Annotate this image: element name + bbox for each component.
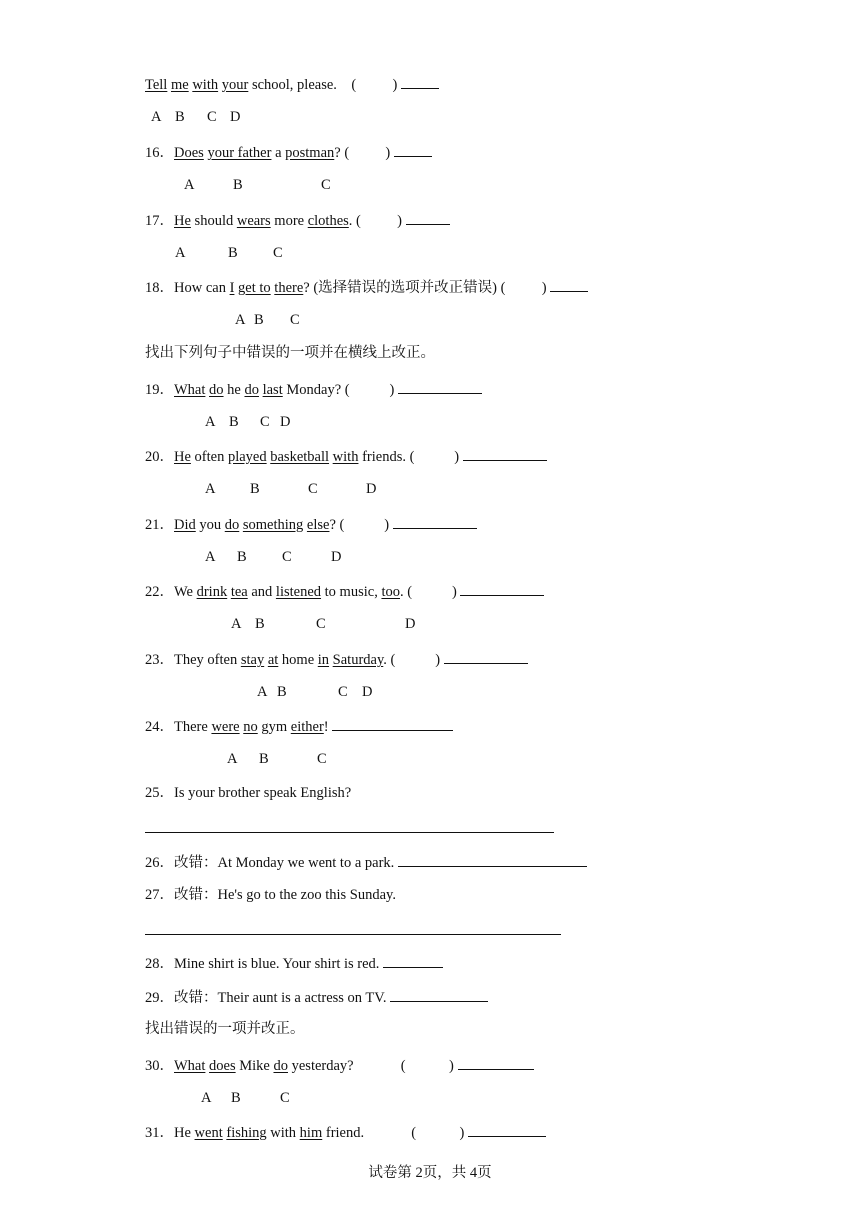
- answer-blank[interactable]: [398, 852, 587, 867]
- option-label: D: [331, 549, 342, 565]
- question-18: [145, 277, 588, 297]
- question-number: 25．: [145, 785, 174, 801]
- underlined-a: Does: [174, 145, 204, 161]
- question-number: 27．: [145, 887, 174, 903]
- option-label: C: [338, 684, 348, 700]
- text: ? ( ): [334, 145, 394, 161]
- question-number: 21．: [145, 517, 174, 533]
- question-number: 23．: [145, 652, 174, 668]
- question-17: [145, 210, 450, 230]
- question-15-line: [145, 74, 439, 94]
- option-label: D: [280, 414, 291, 430]
- answer-blank[interactable]: [390, 987, 488, 1002]
- option-label: B: [259, 751, 269, 767]
- answer-blank[interactable]: [458, 1055, 534, 1070]
- option-label: B: [233, 177, 243, 193]
- question-text: 改错：Their aunt is a actress on TV.: [174, 990, 391, 1006]
- underlined-b: do: [224, 517, 240, 533]
- underlined-b: me: [170, 77, 189, 93]
- text: gym: [257, 719, 291, 735]
- text: Mike: [235, 1058, 274, 1074]
- underlined-c: do: [273, 1058, 288, 1074]
- underlined-b: your father: [207, 145, 272, 161]
- answer-blank[interactable]: [394, 142, 432, 157]
- question-number: 20．: [145, 449, 174, 465]
- text: with: [266, 1125, 300, 1141]
- answer-blank[interactable]: [460, 581, 544, 596]
- option-label: A: [257, 684, 268, 700]
- option-label: C: [280, 1090, 290, 1106]
- underlined-a: I: [229, 280, 235, 296]
- text: often: [190, 449, 228, 465]
- text: There: [174, 719, 212, 735]
- question-number: 29．: [145, 990, 174, 1006]
- page-footer: 试卷第 2页，共 4页: [368, 1165, 492, 1181]
- underlined-b: fishing: [226, 1125, 267, 1141]
- text: !: [323, 719, 333, 735]
- underlined-a: Tell: [145, 77, 168, 93]
- answer-line[interactable]: [145, 832, 554, 833]
- option-label: B: [175, 109, 185, 125]
- underlined-c: basketball: [270, 449, 330, 465]
- question-number: 26．: [145, 855, 174, 871]
- text: should: [190, 213, 237, 229]
- option-label: A: [205, 549, 216, 565]
- underlined-d: last: [262, 382, 283, 398]
- question-text: Is your brother speak English?: [174, 785, 352, 801]
- option-label: A: [175, 245, 186, 261]
- question-22: [145, 581, 544, 601]
- question-number: 31．: [145, 1125, 174, 1141]
- option-label: C: [290, 312, 300, 328]
- answer-line[interactable]: [145, 934, 561, 935]
- underlined-a: stay: [240, 652, 265, 668]
- text: ? (选择错误的选项并改正错误) ( ): [303, 280, 551, 296]
- option-label: A: [235, 312, 246, 328]
- option-label: C: [308, 481, 318, 497]
- question-number: 16．: [145, 145, 174, 161]
- question-number: 30．: [145, 1058, 174, 1074]
- underlined-c: him: [299, 1125, 323, 1141]
- underlined-c: postman: [285, 145, 335, 161]
- text: They often: [174, 652, 241, 668]
- option-label: C: [321, 177, 331, 193]
- question-24: [145, 716, 453, 736]
- text: Monday? ( ): [282, 382, 398, 398]
- option-label: B: [250, 481, 260, 497]
- underlined-a: were: [211, 719, 240, 735]
- option-label: A: [205, 481, 216, 497]
- underlined-a: What: [174, 382, 206, 398]
- option-label: B: [277, 684, 287, 700]
- answer-blank[interactable]: [393, 514, 477, 529]
- text: school, please. ( ): [248, 77, 401, 93]
- option-label: D: [362, 684, 373, 700]
- underlined-b: played: [227, 449, 267, 465]
- underlined-a: went: [194, 1125, 223, 1141]
- question-text: 改错：At Monday we went to a park.: [174, 855, 398, 871]
- question-29: [145, 987, 488, 1007]
- underlined-b: no: [243, 719, 258, 735]
- answer-blank[interactable]: [463, 446, 547, 461]
- question-text: 改错：He's go to the zoo this Sunday.: [174, 887, 396, 903]
- underlined-b: wears: [236, 213, 271, 229]
- answer-blank[interactable]: [398, 379, 482, 394]
- option-label: C: [260, 414, 270, 430]
- section-instruction: 找出错误的一项并改正。: [145, 1021, 305, 1037]
- option-label: C: [317, 751, 327, 767]
- underlined-a: He: [174, 449, 191, 465]
- text: home: [278, 652, 318, 668]
- text: . ( ): [399, 584, 461, 600]
- underlined-b: does: [209, 1058, 236, 1074]
- underlined-c: something: [242, 517, 304, 533]
- text: . ( ): [348, 213, 406, 229]
- question-number: 17．: [145, 213, 174, 229]
- underlined-b: tea: [230, 584, 248, 600]
- option-label: B: [254, 312, 264, 328]
- underlined-c: clothes: [307, 213, 349, 229]
- question-16: [145, 142, 432, 162]
- text: he: [223, 382, 245, 398]
- text: . ( ): [383, 652, 444, 668]
- text: friend. ( ): [322, 1125, 469, 1141]
- underlined-c: there: [274, 280, 304, 296]
- underlined-d: your: [221, 77, 249, 93]
- question-31: [145, 1122, 546, 1142]
- text: He: [174, 1125, 195, 1141]
- underlined-a: He: [174, 213, 191, 229]
- question-number: 28．: [145, 956, 174, 972]
- question-27: [145, 886, 396, 904]
- question-28: [145, 953, 443, 973]
- option-label: D: [230, 109, 241, 125]
- text: more: [270, 213, 308, 229]
- text: We: [174, 584, 197, 600]
- answer-blank[interactable]: [444, 649, 528, 664]
- option-label: B: [237, 549, 247, 565]
- option-label: B: [228, 245, 238, 261]
- underlined-a: Did: [174, 517, 196, 533]
- option-label: D: [366, 481, 377, 497]
- text: ? ( ): [329, 517, 393, 533]
- option-label: A: [227, 751, 238, 767]
- underlined-c: in: [317, 652, 330, 668]
- text: to music,: [321, 584, 382, 600]
- option-label: B: [255, 616, 265, 632]
- question-number: 18．: [145, 280, 174, 296]
- answer-blank[interactable]: [468, 1122, 546, 1137]
- option-label: C: [316, 616, 326, 632]
- answer-blank[interactable]: [332, 716, 453, 731]
- underlined-b: get to: [238, 280, 271, 296]
- question-20: [145, 446, 547, 466]
- underlined-d: else: [306, 517, 330, 533]
- underlined-b: at: [267, 652, 279, 668]
- option-label: C: [273, 245, 283, 261]
- option-label: A: [231, 616, 242, 632]
- text: and: [247, 584, 276, 600]
- underlined-c: listened: [275, 584, 322, 600]
- underlined-b: do: [209, 382, 224, 398]
- option-label: C: [282, 549, 292, 565]
- text: How can: [174, 280, 230, 296]
- underlined-c: either: [290, 719, 324, 735]
- question-21: [145, 514, 477, 534]
- option-label: D: [405, 616, 416, 632]
- text: you: [195, 517, 225, 533]
- answer-blank[interactable]: [383, 953, 443, 968]
- underlined-a: What: [174, 1058, 206, 1074]
- underlined-d: too: [381, 584, 400, 600]
- option-label: A: [205, 414, 216, 430]
- question-number: 22．: [145, 584, 174, 600]
- option-label: A: [201, 1090, 212, 1106]
- underlined-d: Saturday: [332, 652, 384, 668]
- question-26: [145, 852, 587, 872]
- question-23: [145, 649, 528, 669]
- underlined-c: do: [244, 382, 259, 398]
- option-label: A: [151, 109, 162, 125]
- text: friends. ( ): [358, 449, 463, 465]
- question-text: Mine shirt is blue. Your shirt is red.: [174, 956, 384, 972]
- underlined-c: with: [192, 77, 219, 93]
- option-label: C: [207, 109, 217, 125]
- question-number: 24．: [145, 719, 174, 735]
- question-19: [145, 379, 482, 399]
- option-label: B: [229, 414, 239, 430]
- answer-blank[interactable]: [550, 277, 588, 292]
- answer-blank[interactable]: [406, 210, 450, 225]
- option-label: B: [231, 1090, 241, 1106]
- section-instruction: 找出下列句子中错误的一项并在横线上改正。: [145, 345, 435, 361]
- question-number: 19．: [145, 382, 174, 398]
- question-25: [145, 784, 351, 802]
- text: a: [271, 145, 286, 161]
- underlined-a: drink: [196, 584, 228, 600]
- answer-blank[interactable]: [401, 74, 439, 89]
- option-label: A: [184, 177, 195, 193]
- text: yesterday? ( ): [287, 1058, 458, 1074]
- question-30: [145, 1055, 534, 1075]
- underlined-d: with: [332, 449, 359, 465]
